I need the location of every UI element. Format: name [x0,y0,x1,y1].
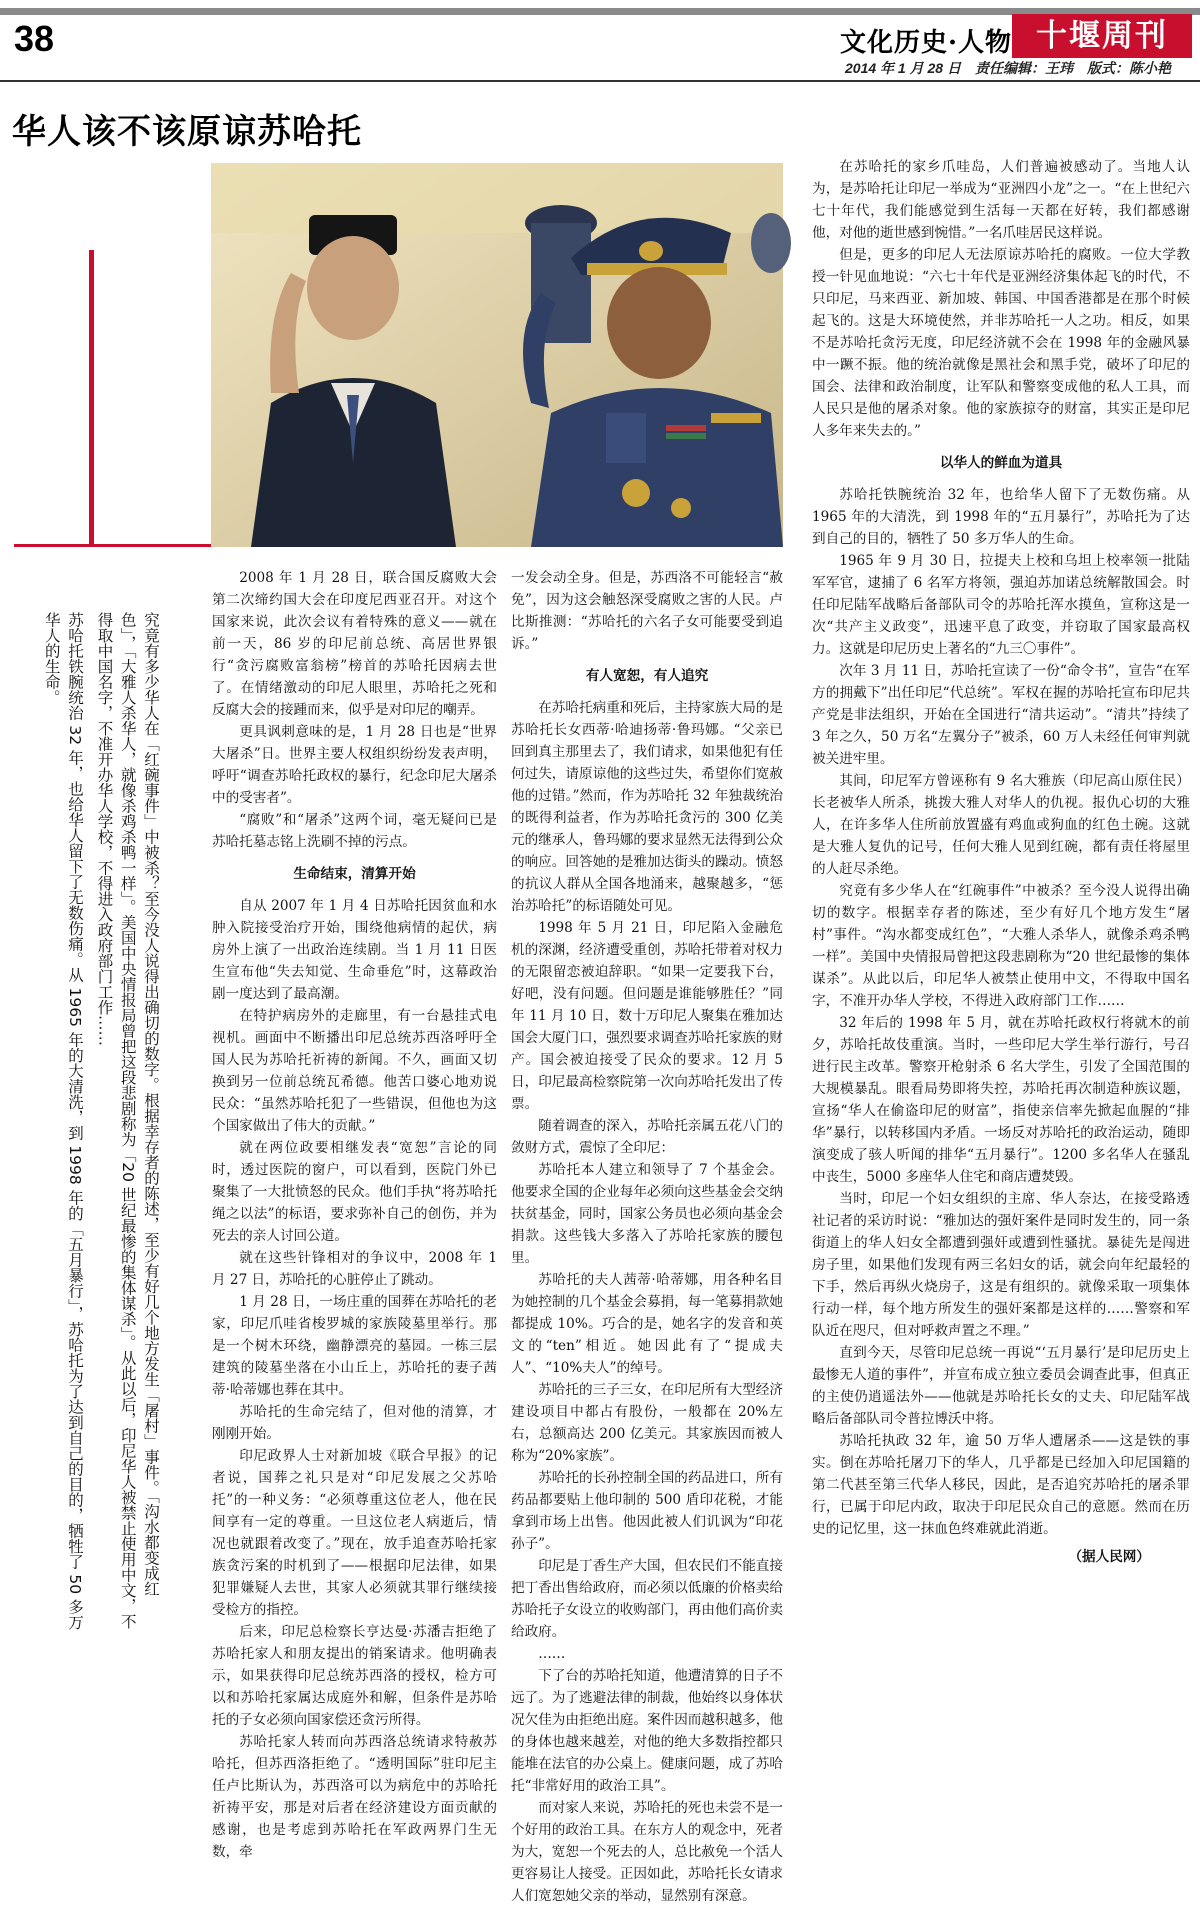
dateline: 2014 年 1 月 28 日 责任编辑：王玮 版式：陈小艳 [845,60,1171,76]
subheading: 以华人的鲜血为道具 [939,455,1063,471]
paragraph: 1965 年 9 月 30 日，拉提夫上校和乌坦上校率领一批陆军军官，逮捕了 6 名军方将领，强迫苏加诺总统解散国会。时任印尼陆军战略后备部队司令的苏哈托浑水摸鱼，宣称这是一次“共产主义政变”，迅速平息了政变，并窃取了国家最高权力。这就是印尼历史上著名的“九三〇事件”。 [812,553,1190,657]
section-label: 文化历史·人物 [840,28,1013,58]
paragraph: 自从 2007 年 1 月 4 日苏哈托因贫血和水肿入院接受治疗开始，围绕他病情的起伏，病房外上演了一出政治连续剧。当 1 月 11 日医生宣布他“失去知觉、生命垂危”时，这幕政治剧一度达到了最高潮。 [212,898,497,1002]
paragraph: 一发会动全身。但是，苏西洛不可能轻言“赦免”，因为这会触怒深受腐败之害的人民。卢比斯推测：“苏哈托的六名子女可能要受到追诉。” [511,570,783,652]
paragraph: 其间，印尼军方曾诬称有 9 名大雅族（印尼高山原住民）长老被华人所杀，挑拨大雅人对华人的仇视。报仇心切的大雅人，在许多华人住所前放置盛有鸡血或狗血的红色土碗。这就是大雅人复仇的记号，任何大雅人见到红碗，都有责任将屋里的人赶尽杀绝。 [812,773,1190,877]
paragraph: 在特护病房外的走廊里，有一台悬挂式电视机。画面中不断播出印尼总统苏西洛呼吁全国人民为苏哈托祈祷的新闻。不久，画面又切换到另一位前总统瓦希德。他苦口婆心地劝说民众：“虽然苏哈托犯了一些错误，但他也为这个国家做出了伟大的贡献。” [212,1008,497,1134]
article-column-2 [511,567,783,1904]
paragraph: 而对家人来说，苏哈托的死也未尝不是一个好用的政治工具。在东方人的观念中，死者为大，宽恕一个死去的人，总比赦免一个活人更容易让人接受。正因如此，苏哈托长女请求人们宽恕她父亲的举动，显然别有深意。 [511,1800,783,1904]
subheading: 生命结束，清算开始 [293,866,416,882]
headline: 华人该不该原谅苏哈托 [12,112,362,152]
paragraph: 1 月 28 日，一场庄重的国葬在苏哈托的老家，印尼爪哇省梭罗城的家族陵墓里举行。那是一个树木环绕，幽静漂亮的墓园。一栋三层建筑的陵墓坐落在小山丘上，苏哈托的妻子茜蒂·哈蒂娜也葬在其中。 [212,1294,497,1398]
paragraph: …… [538,1646,566,1662]
paragraph: 苏哈托本人建立和领导了 7 个基金会。他要求全国的企业每年必须向这些基金会交纳扶贫基金，同时，国家公务员也必须向基金会捐款。这些钱大多落入了苏哈托家族的腰包里。 [511,1162,783,1266]
news-photo [211,163,783,547]
paragraph: 32 年后的 1998 年 5 月，就在苏哈托政权行将就木的前夕，苏哈托故伎重演。当时，一些印尼大学生举行游行，号召进行民主改革。警察开枪射杀 6 名大学生，引发了全国范围的大规模暴乱。眼看局势即将失控，苏哈托再次制造种族议题，宣扬“华人在偷盗印尼的财富”，指使亲信率先掀起血腥的“排华”暴行，以转移国内矛盾。一场反对苏哈托的政治运动，随即演变成了骇人听闻的排华“五月暴行”。1200 多名华人在骚乱中丧生，5000 多座华人住宅和商店遭焚毁。 [812,1015,1190,1185]
paragraph: 更具讽刺意味的是，1 月 28 日也是“世界大屠杀”日。世界主要人权组织纷纷发表声明，呼吁“调查苏哈托政权的暴行，纪念印尼大屠杀中的受害者”。 [212,724,497,806]
paragraph: 后来，印尼总检察长亨达曼·苏潘吉拒绝了苏哈托家人和朋友提出的销案请求。他明确表示，如果获得印尼总统苏西洛的授权，检方可以和苏哈托家属达成庭外和解，但条件是苏哈托的子女必须向国家偿还贪污所得。 [212,1624,497,1728]
accent-line-vertical [89,250,94,547]
accent-line-horizontal [14,544,211,547]
paragraph: 究竟有多少华人在“红碗事件”中被杀？至今没人说得出确切的数字。根据幸存者的陈述，至少有好几个地方发生“屠村”事件。“沟水都变成红色”，“大雅人杀华人，就像杀鸡杀鸭一样”。美国中央情报局曾把这段悲剧称为“20 世纪最惨的集体谋杀”。从此以后，印尼华人被禁止使用中文，不得取中国名字，不准开办华人学校，不得进入政府部门工作…… [812,883,1190,1009]
paragraph: 当时，印尼一个妇女组织的主席、华人奈达，在接受路透社记者的采访时说：“雅加达的强奸案件是同时发生的，同一条街道上的华人妇女全都遭到强奸或遭到性骚扰。暴徒先是闯进房子里，如果他们发现有两三名妇女的话，就会向年纪最轻的下手，然后再纵火烧房子，这是有组织的。就像采取一项集体行动一样，每个地方所发生的强奸案都是这样的……警察和军队近在咫尺，但对呼救声置之不理。” [812,1191,1190,1339]
paragraph: 苏哈托铁腕统治 32 年，也给华人留下了无数伤痛。从 1965 年的大清洗，到 1998 年的“五月暴行”，苏哈托为了达到自己的目的，牺牲了 50 多万华人的生命。 [812,487,1190,547]
paragraph: 印尼政界人士对新加坡《联合早报》的记者说，国葬之礼只是对“印尼发展之父苏哈托”的一种义务：“必须尊重这位老人，他在民间享有一定的尊重。一旦这位老人病逝后，情况也就跟着改变了。”现在，放手追查苏哈托家族贪污案的时机到了——根据印尼法律，如果犯罪嫌疑人去世，其家人必须就其罪行继续接受检方的指控。 [212,1448,497,1618]
paragraph: 就在两位政要相继发表“宽恕”言论的同时，透过医院的窗户，可以看到，医院门外已聚集了一大批愤怒的民众。他们手执“将苏哈托绳之以法”的标语，要求弥补自己的创伤，并为死去的亲人讨回公道。 [212,1140,497,1244]
paragraph: 苏哈托执政 32 年，逾 50 万华人遭屠杀——这是铁的事实。倒在苏哈托屠刀下的华人，几乎都是已经加入印尼国籍的第二代甚至第三代华人移民，因此，是否追究苏哈托的屠杀罪行，已属于印尼内政，取决于印尼民众自己的意愿。然而在历史的记忆里，这一抹血色终难就此消逝。 [812,1433,1190,1537]
paragraph: 随着调查的深入，苏哈托亲属五花八门的敛财方式，震惊了全印尼： [511,1118,783,1156]
page-number: 38 [14,18,55,59]
subheading: 有人宽恕，有人追究 [585,668,709,684]
paragraph: “腐败”和“屠杀”这两个词，毫无疑问已是苏哈托墓志铭上洗刷不掉的污点。 [212,812,497,850]
brand-logo: 十堰周刊 [1012,14,1192,58]
pull-quote-a: 苏哈托铁腕统治 32 年，也给华人留下了无数伤痛。从 1965 年的大清洗，到 1998 年的「五月暴行」，苏哈托为了达到自己的目的，牺牲了 50 多万华人的生命。 [42,612,84,1631]
paragraph: 次年 3 月 11 日，苏哈托宣读了一份“命令书”，宣告“在军方的拥戴下”出任印尼“代总统”。军权在握的苏哈托宣布印尼共产党是非法组织，开始在全国进行“清共运动”。“清共”持续了 3 年之久，50 万名“左翼分子”被杀，60 万人未经任何审判就被关进牢里。 [812,663,1190,767]
paragraph: 直到今天，尽管印尼总统一再说“‘五月暴行’是印尼历史上最惨无人道的事件”，并宣布成立独立委员会调查此事，但真正的主使仍逍遥法外——他就是苏哈托长女的丈夫、印尼陆军战略后备部队司令普拉博沃中将。 [812,1345,1190,1427]
paragraph: 苏哈托的长孙控制全国的药品进口，所有药品都要贴上他印制的 500 盾印花税，才能拿到市场上出售。他因此被人们讥讽为“印花孙子”。 [511,1470,783,1552]
paragraph: 2008 年 1 月 28 日，联合国反腐败大会第二次缔约国大会在印度尼西亚召开。对这个国家来说，此次会议有着特殊的意义——就在前一天，86 岁的印尼前总统、高居世界银行“贪污腐败富翁榜”榜首的苏哈托因病去世了。在情绪激动的印尼人眼里，苏哈托之死和反腐大会的接踵而来，似乎是对印尼的嘲弄。 [212,570,497,718]
article-column-1 [212,567,497,1860]
pull-quote-b: 究竟有多少华人在「红碗事件」中被杀？至今没人说得出确切的数字。根据幸存者的陈述，至少有好几个地方发生「屠村」事件。「沟水都变成红色」，「大雅人杀华人，就像杀鸡杀鸭一样」。美国中央情报局曾把这段悲剧称为「20 世纪最惨的集体谋杀」。从此以后，印尼华人被禁止使用中文，不得取中国名字，不准开办华人学校，不得进入政府部门工作…… [95,612,160,1629]
paragraph: 苏哈托家人转而向苏西洛总统请求特赦苏哈托，但苏西洛拒绝了。“透明国际”驻印尼主任卢比斯认为，苏西洛可以为病危中的苏哈托祈祷平安，那是对后者在经济建设方面贡献的感谢，也是考虑到苏哈托在军政两界门生无数，牵 [212,1734,497,1860]
paragraph: 在苏哈托的家乡爪哇岛，人们普遍被感动了。当地人认为，是苏哈托让印尼一举成为“亚洲四小龙”之一。“在上世纪六七十年代，我们能感觉到生活每一天都在好转，我们都感谢他，对他的逝世感到惋惜。”一名爪哇居民这样说。 [812,159,1190,241]
paragraph: 苏哈托的夫人茜蒂·哈蒂娜，用各种名目为她控制的几个基金会募捐，每一笔募捐款她都提成 10%。巧合的是，她名字的发音和英文的“ten”相近。她因此有了“提成夫人”、“10%夫人”的绰号。 [511,1272,783,1376]
paragraph: 苏哈托的生命完结了，但对他的清算，才刚刚开始。 [212,1404,497,1442]
paragraph: 1998 年 5 月 21 日，印尼陷入金融危机的深渊，经济遭受重创，苏哈托带着对权力的无限留恋被迫辞职。“如果一定要我下台，好吧，没有问题。但问题是谁能够胜任？”同年 11 月 10 日，数十万印尼人聚集在雅加达国会大厦门口，强烈要求调查苏哈托家族的财产。国会被迫接受了民众的要求。12 月 5 日，印尼最高检察院第一次向苏哈托发出了传票。 [511,920,783,1112]
paragraph: 但是，更多的印尼人无法原谅苏哈托的腐败。一位大学教授一针见血地说：“六七十年代是亚洲经济集体起飞的时代，不只印尼，马来西亚、新加坡、韩国、中国香港都是在那个时候起飞的。这是大环境使然，并非苏哈托一人之功。相反，如果不是苏哈托贪污无度，印尼经济就不会在 1998 年的金融风暴中一蹶不振。他的统治就像是黑社会和黑手党，破坏了印尼的国会、法律和政治制度，让军队和警察变成他的私人工具，而人民只是他的屠杀对象。他的家族掠夺的财富，其实正是印尼人多年来失去的。” [812,247,1190,439]
paragraph: 就在这些针锋相对的争议中，2008 年 1 月 27 日，苏哈托的心脏停止了跳动。 [212,1250,497,1288]
paragraph: 苏哈托的三子三女，在印尼所有大型经济建设项目中都占有股份，一般都在 20%左右，总额高达 200 亿美元。其家族因而被人称为“20%家族”。 [511,1382,783,1464]
paragraph: 印尼是丁香生产大国，但农民们不能直接把丁香出售给政府，而必须以低廉的价格卖给苏哈托子女设立的收购部门，再由他们高价卖给政府。 [511,1558,783,1640]
paragraph: 在苏哈托病重和死后，主持家族大局的是苏哈托长女西蒂·哈迪扬蒂·鲁玛娜。“父亲已回到真主那里去了，我们请求，如果他犯有任何过失，请原谅他的这些过失，希望你们宽赦他的过错。”然而，作为苏哈托 32 年独裁统治的既得利益者，作为苏哈托贪污的 300 亿美元的继承人，鲁玛娜的要求显然无法得到公众的响应。回答她的是雅加达街头的躁动。愤怒的抗议人群从全国各地涌来，越聚越多，“惩治苏哈托”的标语随处可见。 [511,700,783,914]
source-credit: （据人民网） [1068,1549,1150,1565]
paragraph: 下了台的苏哈托知道，他遭清算的日子不远了。为了逃避法律的制裁，他始终以身体状况欠佳为由拒绝出庭。案件因而越积越多，他的身体也越来越差，对他的绝大多数指控都只能堆在法官的办公桌上。健康问题，成了苏哈托“非常好用的政治工具”。 [511,1668,783,1794]
article-column-3 [812,156,1190,1721]
header-rule [0,80,1200,82]
